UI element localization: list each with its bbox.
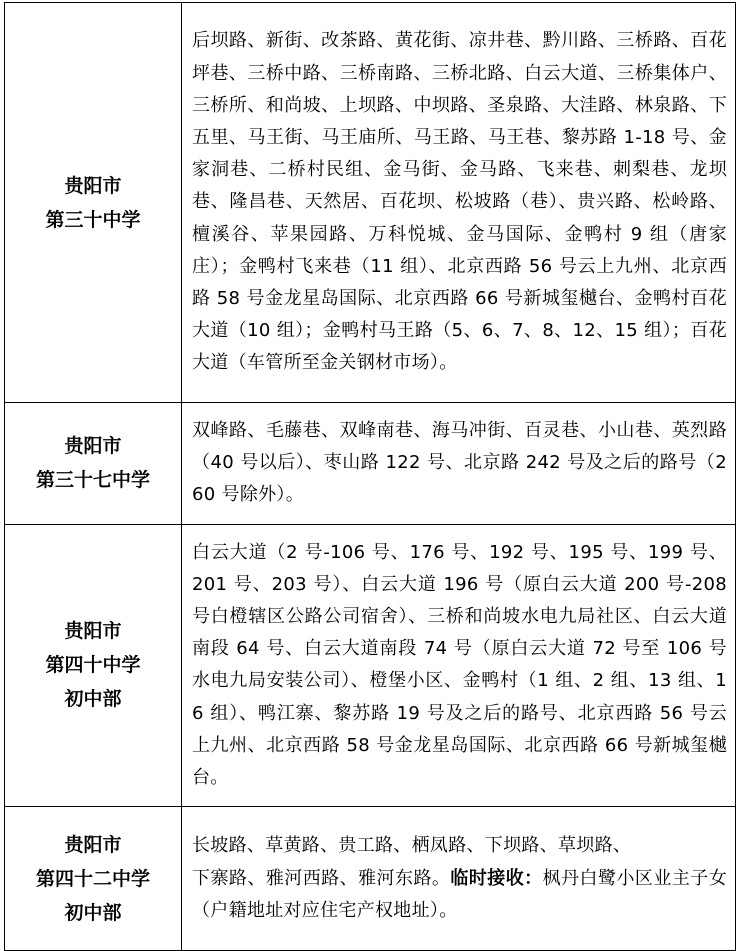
enrollment-area-cell: 后坝路、新街、改茶路、黄花街、凉井巷、黔川路、三桥路、百花坪巷、三桥中路、三桥南路、三桥北路、白云大道、三桥集体户、三桥所、和尚坡、上坝路、中坝路、圣泉路、大洼路、林泉路、下五里、马王街、马王庙所、马王路、马王巷、黎苏路 1-18 号、金家洞巷、二桥村民组、金马街、金马路、飞来巷、刺梨巷、龙坝巷、隆昌巷、天然居、百花坝、松坡路（巷）、贵兴路、松岭路、檀溪谷、苹果园路、万科悦城、金马国际、金鸭村 9 组（唐家庄）；金鸭村飞来巷（11 组）、北京西路 56 号云上九州、北京西路 58 号金龙星岛国际、北京西路 66 号新城玺樾台、金鸭村百花大道（10 组）；金鸭村马王路（5、6、7、8、12、15 组）；百花大道（车管所至金关钢材市场）。 bbox=[182, 3, 736, 403]
area-text-line1: 长坡路、草黄路、贵工路、栖凤路、下坝路、草坝路、 bbox=[192, 835, 632, 857]
table-row bbox=[5, 524, 736, 807]
enrollment-area-cell bbox=[182, 807, 736, 951]
school-name: 第四十二中学 bbox=[35, 867, 150, 890]
school-division: 初中部 bbox=[64, 688, 122, 711]
table-row bbox=[5, 807, 736, 951]
school-name: 第四十中学 bbox=[45, 654, 141, 677]
enrollment-area-cell: 双峰路、毛藤巷、双峰南巷、海马冲街、百灵巷、小山巷、英烈路（40 号以后）、枣山路 122 号、北京路 242 号及之后的路号（260 号除外）。 bbox=[182, 403, 736, 525]
school-name: 第三十七中学 bbox=[35, 469, 150, 492]
school-city: 贵阳市 bbox=[64, 620, 122, 643]
table-row bbox=[5, 3, 736, 403]
school-name-cell bbox=[5, 403, 182, 525]
school-city: 贵阳市 bbox=[64, 435, 122, 458]
enrollment-area-cell: 白云大道（2 号-106 号、176 号、192 号、195 号、199 号、201 号、203 号）、白云大道 196 号（原白云大道 200 号-208 号白橙辖区公路公司宿舍）、三桥和尚坡水电九局社区、白云大道南段 64 号、白云大道南段 74 号（原白云大道 72 号至 106 号水电九局安装公司）、橙堡小区、金鸭村（1 组、2 组、13 组、16 组）、鸭江寨、黎苏路 19 号及之后的路号、北京西路 56 号云上九州、北京西路 58 号金龙星岛国际、北京西路 66 号新城玺樾台。 bbox=[182, 524, 736, 807]
school-name-cell bbox=[5, 807, 182, 951]
school-zone-table bbox=[4, 2, 736, 951]
area-text: 下寨路、雅河西路、雅河东路。 bbox=[192, 867, 451, 889]
school-division: 初中部 bbox=[64, 901, 122, 924]
table-row bbox=[5, 403, 736, 525]
temporary-acceptance-text: 枫丹白鹭小区业主子女（户籍地址对应住宅产权地址）。 bbox=[192, 867, 728, 921]
school-city: 贵阳市 bbox=[64, 833, 122, 856]
temporary-acceptance-label: 临时接收： bbox=[450, 867, 543, 889]
school-name-cell bbox=[5, 3, 182, 403]
school-name-cell bbox=[5, 524, 182, 807]
school-city: 贵阳市 bbox=[64, 174, 122, 197]
school-name: 第三十中学 bbox=[45, 208, 141, 231]
